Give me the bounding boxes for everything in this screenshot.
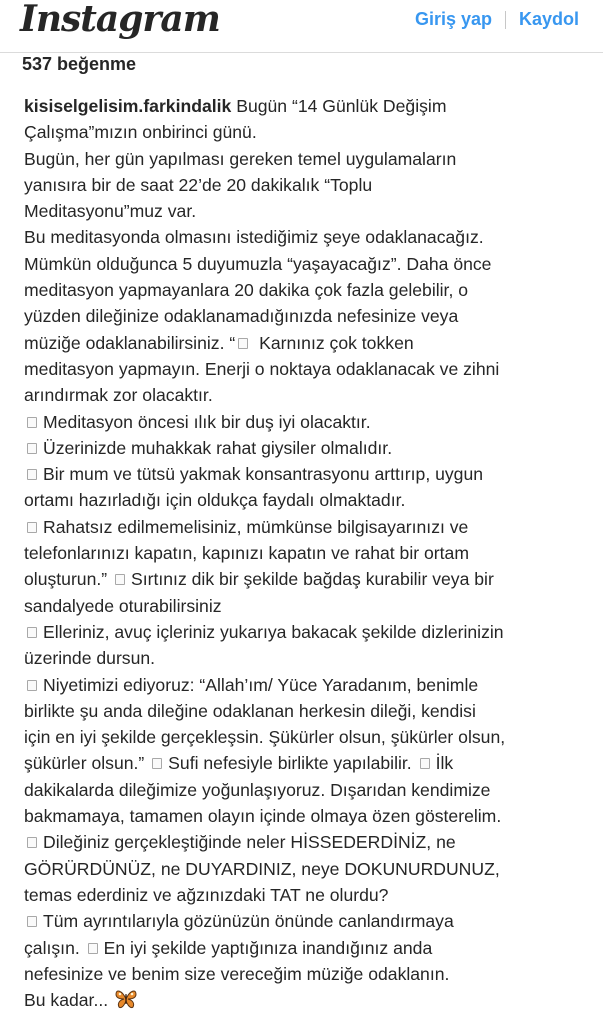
caption-line: Meditasyon öncesi ılık bir duş iyi olacaktır. (24, 409, 590, 435)
caption-line: Rahatsız edilmemelisiniz, mümkünse bilgisayarınızı ve (24, 514, 590, 540)
caption-line: Meditasyonu”muz var. (24, 201, 197, 222)
caption-line: birlikte şu anda dileğine odaklanan herkesin dileği, kendisi (24, 700, 476, 721)
divider (505, 11, 506, 29)
caption-line: çalışın. En iyi şekilde yaptığınıza inandığınız anda (24, 937, 433, 958)
bullet-icon (27, 417, 37, 428)
bullet-icon (27, 522, 37, 533)
caption-line: Elleriniz, avuç içleriniz yukarıya bakacak şekilde dizlerinizin (24, 619, 590, 645)
signup-link[interactable]: Kaydol (518, 9, 579, 29)
caption-line: Bu kadar... (24, 987, 590, 1013)
caption-line: Bu meditasyonda olmasını istediğimiz şeye odaklanacağız. (24, 227, 484, 248)
instagram-logo[interactable]: Instagram (20, 0, 220, 40)
caption-line: yüzden dileğinize odaklanamadığınızda nefesinize veya (24, 306, 459, 327)
caption-line: meditasyon yapmayanlara 20 dakika çok fazla gelebilir, o (24, 280, 469, 301)
bullet-icon (420, 758, 430, 769)
bullet-icon (27, 469, 37, 480)
caption-line: için en iyi şekilde gerçekleşsin. Şükürler olsun, şükürler olsun, (24, 727, 506, 748)
caption-line: Niyetimizi ediyoruz: “Allah’ım/ Yüce Yaradanım, benimle (24, 672, 590, 698)
post-caption (24, 93, 590, 1013)
top-bar (0, 0, 603, 53)
caption-line: ortamı hazırladığı için oldukça faydalı olmaktadır. (24, 490, 406, 511)
bullet-icon (27, 837, 37, 848)
caption-line: Mümkün olduğunca 5 duyumuzla “yaşayacağız”. Daha önce (24, 253, 492, 274)
caption-line: Üzerinizde muhakkak rahat giysiler olmalıdır. (24, 435, 590, 461)
caption-line: şükürler olsun.” Sufi nefesiyle birlikte yapılabilir. İlk (24, 753, 454, 774)
likes-count[interactable]: 537 beğenme (22, 54, 137, 74)
bullet-icon (115, 574, 125, 585)
bullet-icon (27, 627, 37, 638)
caption-line: oluşturun.” Sırtınız dik bir şekilde bağdaş kurabilir veya bir (24, 569, 494, 590)
caption-line: Çalışma”mızın onbirinci günü. (24, 122, 257, 143)
caption-line: temas ederdiniz ve ağzınızdaki TAT ne olurdu? (24, 884, 389, 905)
caption-line: üzerinde dursun. (24, 648, 156, 669)
caption-line: sandalyede oturabilirsiniz (24, 595, 222, 616)
username-link[interactable]: kisiselgelisim.farkindalik (24, 96, 232, 116)
caption-line: Dileğiniz gerçekleştiğinde neler HİSSEDERDİNİZ, ne (24, 829, 590, 855)
caption-line: bakmamaya, tamamen olayın içinde olmaya özen gösterelim. (24, 806, 502, 827)
caption-line: yanısıra bir de saat 22’de 20 dakikalık “Toplu (24, 174, 373, 195)
caption-line: nefesinize ve benim size vereceğim müziğe odaklanın. (24, 963, 450, 984)
caption-line: meditasyon yapmayın. Enerji o noktaya odaklanacak ve zihni (24, 358, 500, 379)
caption-line: müziğe odaklanabilirsiniz. “ Karnınız çok tokken (24, 332, 414, 353)
bullet-icon (88, 943, 98, 954)
auth-links (415, 9, 579, 30)
caption-line: Bir mum ve tütsü yakmak konsantrasyonu arttırıp, uygun (24, 461, 590, 487)
caption-line: Bugün, her gün yapılması gereken temel uygulamaların (24, 148, 457, 169)
bullet-icon (27, 680, 37, 691)
caption-line: Tüm ayrıntılarıyla gözünüzün önünde canlandırmaya (24, 908, 590, 934)
caption-line: kisiselgelisim.farkindalik Bugün “14 Günlük Değişim (24, 96, 447, 116)
bullet-icon (152, 758, 162, 769)
caption-line: arındırmak zor olacaktır. (24, 385, 213, 406)
bullet-icon (27, 443, 37, 454)
butterfly-icon (115, 989, 137, 1009)
caption-line: telefonlarınızı kapatın, kapınızı kapatın ve rahat bir ortam (24, 543, 469, 564)
caption-line: dakikalarda dileğimize yoğunlaşıyoruz. Dışarıdan kendimize (24, 779, 491, 800)
caption-line: GÖRÜRDÜNÜZ, ne DUYARDINIZ, neye DOKUNURDUNUZ, (24, 858, 500, 879)
login-link[interactable]: Giriş yap (414, 9, 492, 29)
bullet-icon (238, 338, 248, 349)
bullet-icon (27, 916, 37, 927)
